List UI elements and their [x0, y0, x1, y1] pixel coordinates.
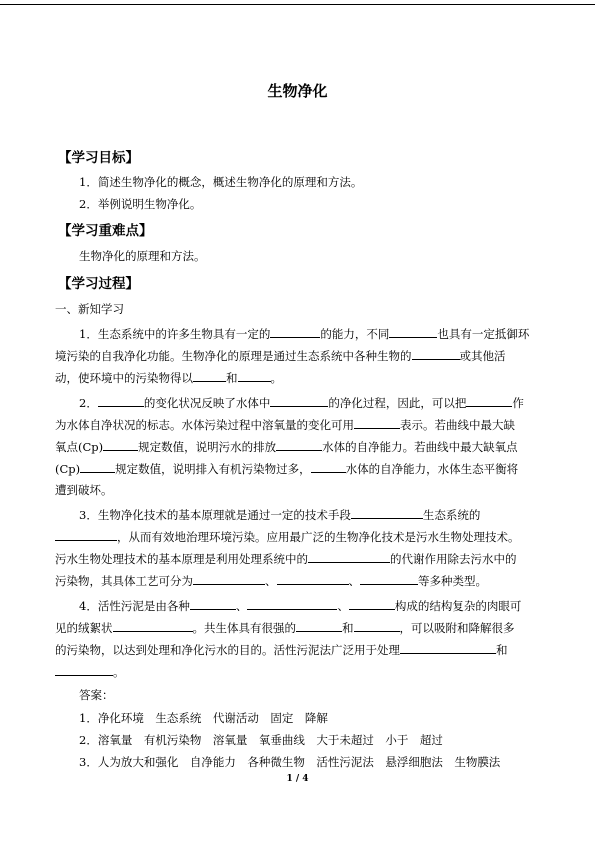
- blank[interactable]: [308, 551, 390, 563]
- blank[interactable]: [311, 461, 346, 473]
- key-points-text: 生物净化的原理和方法。: [79, 249, 206, 263]
- blank[interactable]: [349, 598, 395, 610]
- top-border-line: [0, 4, 595, 5]
- answer-2: 2．溶氧量 有机污染物 溶氧量 氧垂曲线 大于未超过 小于 超过: [79, 733, 443, 747]
- q3-line-1: 3．生物净化技术的基本原理就是通过一定的技术手段 生态系统的: [79, 508, 481, 522]
- section-label: 一、新知学习: [55, 302, 124, 316]
- blank[interactable]: [296, 620, 342, 632]
- answer-3: 3．人为放大和强化 自净能力 各种微生物 活性污泥法 悬浮细胞法 生物膜法: [79, 755, 501, 769]
- blank[interactable]: [360, 573, 418, 585]
- q3-line-3: 污水生物处理技术的基本原理是利用处理系统中的 的代谢作用除去污水中的: [55, 552, 517, 566]
- blank[interactable]: [354, 417, 400, 429]
- blank[interactable]: [238, 370, 271, 382]
- goal-2: 2．举例说明生物净化。: [79, 197, 202, 211]
- q2-line-5: 遭到破坏。: [55, 483, 113, 497]
- blank[interactable]: [277, 573, 349, 585]
- blank[interactable]: [98, 395, 144, 407]
- q2-line-2: 为水体自净状况的标志。水体污染过程中溶氧量的变化可用 表示。若曲线中最大缺: [55, 418, 515, 432]
- blank[interactable]: [351, 507, 423, 519]
- q4-line-3: 的污染物，以达到处理和净化污水的目的。活性污泥法广泛用于处理 和: [55, 643, 508, 657]
- q2-line-4: (Cp) 规定数值，说明排入有机污染物过多， 水体的自净能力，水体生态平衡将: [55, 462, 519, 476]
- heading-goals: 【学习目标】: [58, 150, 139, 166]
- blank[interactable]: [276, 439, 322, 451]
- q3-line-4: 污染物，其具体工艺可分为 、 、 等多种类型。: [55, 574, 487, 588]
- blank[interactable]: [270, 395, 328, 407]
- blank[interactable]: [270, 326, 320, 338]
- blank[interactable]: [190, 598, 236, 610]
- blank[interactable]: [247, 598, 337, 610]
- goal-1: 1．简述生物净化的概念，概述生物净化的原理和方法。: [79, 175, 363, 189]
- q2-line-1: 2． 的变化状况反映了水体中 的净化过程，因此，可以把 作: [79, 396, 524, 410]
- heading-key-points: 【学习重难点】: [58, 223, 153, 239]
- blank[interactable]: [400, 642, 496, 654]
- q4-line-1: 4．活性污泥是由各种 、 、 构成的结构复杂的肉眼可: [79, 599, 522, 613]
- blank[interactable]: [55, 529, 117, 541]
- page-title: 生物净化: [267, 82, 328, 100]
- blank[interactable]: [466, 395, 512, 407]
- page-number: 1 / 4: [286, 774, 309, 784]
- q1-line-2: 境污染的自我净化功能。生物净化的原理是通过生态系统中各种生物的 或其他活: [55, 349, 506, 363]
- blank[interactable]: [412, 348, 460, 360]
- q4-line-4: 。: [55, 664, 125, 679]
- blank[interactable]: [389, 326, 437, 338]
- q1-line-1: 1．生态系统中的许多生物具有一定的 的能力，不同 也具有一定抵御环: [79, 327, 530, 341]
- blank[interactable]: [193, 370, 226, 382]
- q2-line-3: 氧点(Cp) 规定数值，说明污水的排放 水体的自净能力。若曲线中最大缺氧点: [55, 440, 518, 454]
- blank[interactable]: [354, 620, 400, 632]
- blank[interactable]: [103, 439, 138, 451]
- blank[interactable]: [80, 461, 115, 473]
- q1-line-3: 动，使环境中的污染物得以 和 。: [55, 371, 282, 385]
- blank[interactable]: [193, 573, 265, 585]
- heading-process: 【学习过程】: [58, 276, 139, 292]
- q3-line-2: ，从而有效地治理环境污染。应用最广泛的生物净化技术是污水生物处理技术。: [55, 529, 520, 544]
- blank[interactable]: [113, 620, 193, 632]
- answers-label: 答案：: [79, 688, 114, 702]
- q4-line-2: 见的绒絮状 。共生体具有很强的 和 ，可以吸附和降解很多: [55, 621, 515, 635]
- blank[interactable]: [55, 664, 113, 676]
- answer-1: 1．净化环境 生态系统 代谢活动 固定 降解: [79, 711, 328, 725]
